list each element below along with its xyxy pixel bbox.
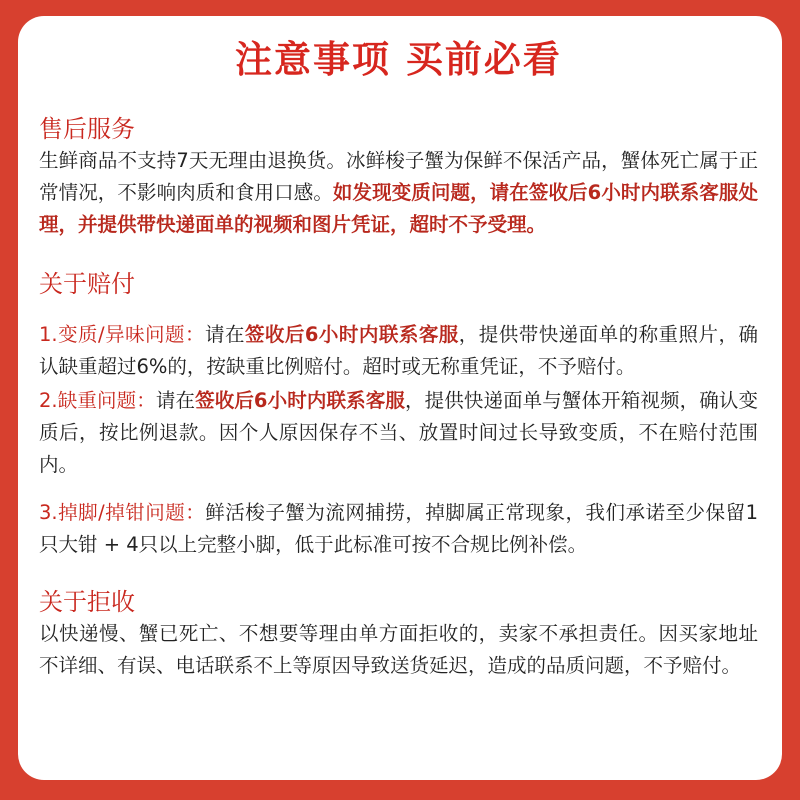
compensation-item-label: 1.变质/异味问题： xyxy=(39,323,205,346)
compensation-item-emphasis: 签收后6小时内联系客服 xyxy=(244,323,459,346)
compensation-item-text: 请在 xyxy=(204,323,245,346)
after-sales-text: 生鲜商品不支持7天无理由退换货。冰鲜梭子蟹为保鲜不保活产品，蟹体死亡属于正常情况，不影响肉质和食用口感。 xyxy=(39,149,758,204)
notice-card xyxy=(18,16,782,780)
compensation-item-text: ，提供带快递面单的称重照片，确认缺重超过6%的，按缺重比例赔付。超时或无称重凭证，不予赔付。 xyxy=(39,323,758,378)
rejection-paragraph: 以快递慢、蟹已死亡、不想要等理由单方面拒收的，卖家不承担责任。因买家地址不详细、有误、电话联系不上等原因导致送货延迟，造成的品质问题，不予赔付。 xyxy=(39,622,758,677)
compensation-item-emphasis: 签收后6小时内联系客服 xyxy=(195,389,405,412)
compensation-item-text: 请在 xyxy=(155,389,196,412)
compensation-item-spoilage xyxy=(39,319,758,383)
compensation-item-legs xyxy=(39,497,758,561)
compensation-item-weight xyxy=(39,385,758,481)
section-heading-compensation: 关于赔付 xyxy=(39,270,135,298)
compensation-item-text: 鲜活梭子蟹为流网捕捞，掉脚属正常现象，我们承诺至少保留1只大钳 + 4只以上完整小脚，低于此标准可按不合规比例补偿。 xyxy=(39,501,758,556)
compensation-item-label: 3.掉脚/掉钳问题： xyxy=(39,501,206,524)
section-heading-after-sales: 售后服务 xyxy=(39,115,135,143)
page-title: 注意事项 买前必看 xyxy=(235,38,562,81)
after-sales-emphasis: 如发现变质问题，请在签收后6小时内联系客服处理，并提供带快递面单的视频和图片凭证，超时不予受理。 xyxy=(39,181,758,236)
compensation-item-label: 2.缺重问题： xyxy=(39,389,156,412)
after-sales-paragraph xyxy=(39,145,758,241)
compensation-item-text: ，提供快递面单与蟹体开箱视频，确认变质后，按比例退款。因个人原因保存不当、放置时间过长导致变质，不在赔付范围内。 xyxy=(39,389,758,476)
section-heading-rejection: 关于拒收 xyxy=(39,588,135,616)
